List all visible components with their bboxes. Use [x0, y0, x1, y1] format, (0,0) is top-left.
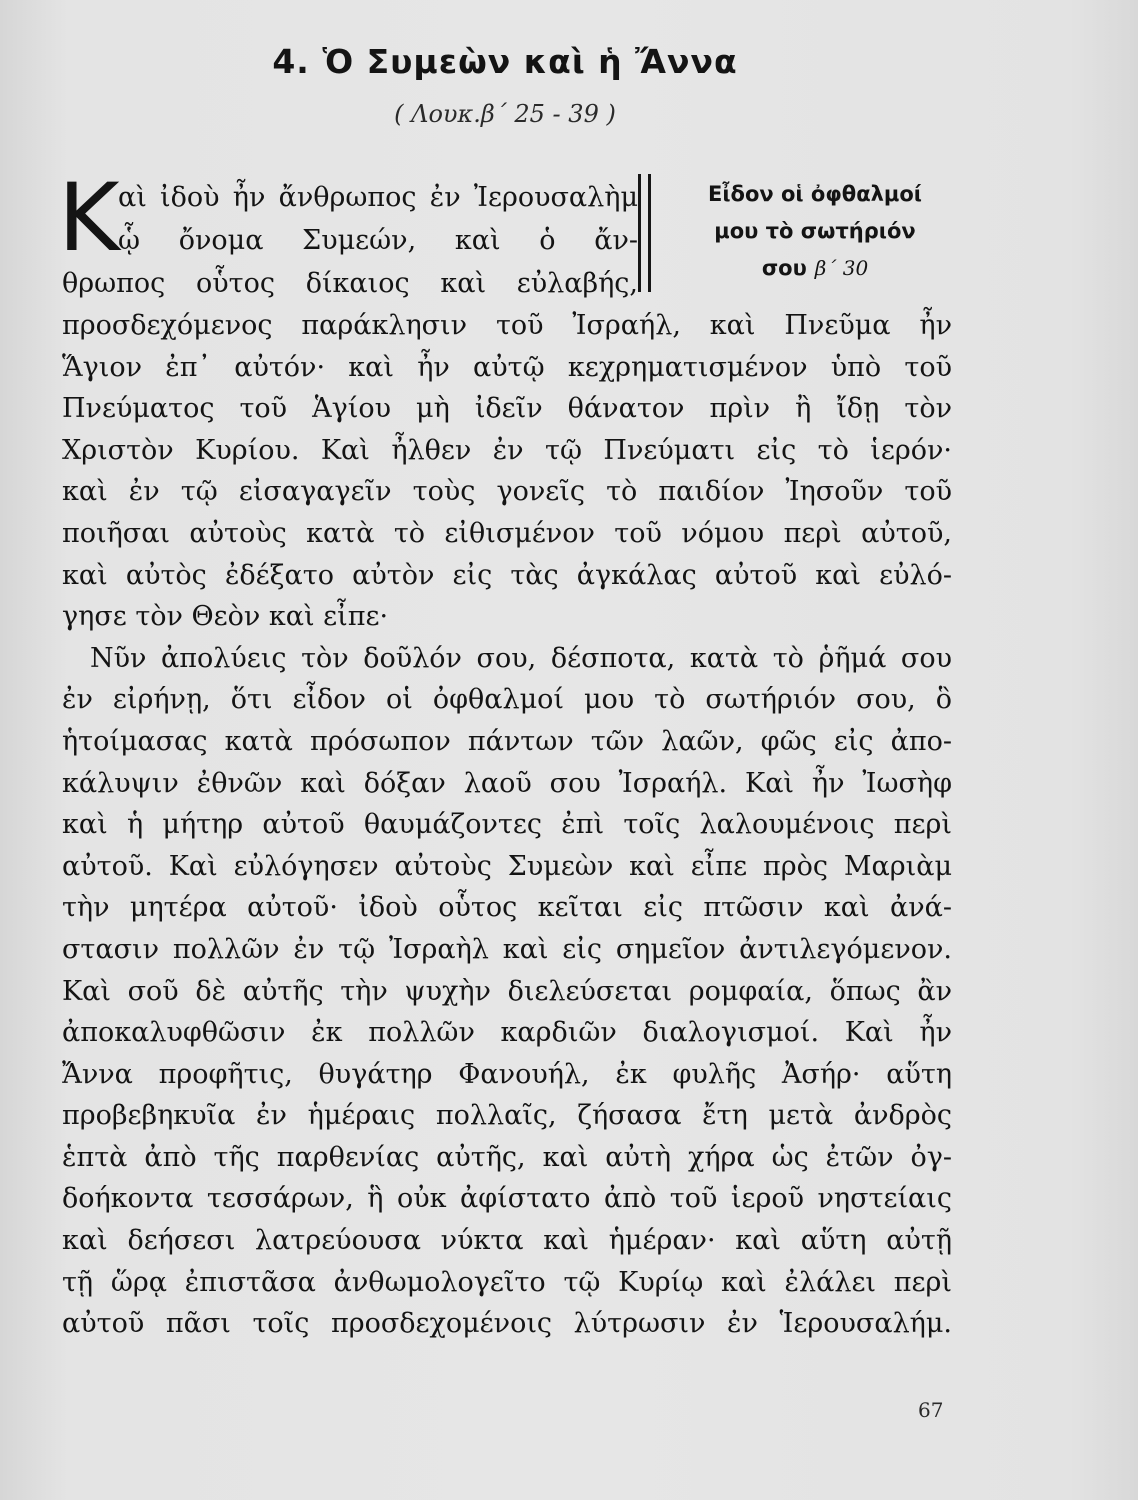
opening-line: αὶ ἰδοὺ ἦν ἄνθρωπος ἐν Ἰερουσαλὴμ	[118, 182, 638, 213]
text-line: κάλυψιν ἐθνῶν καὶ δόξαν λαοῦ σου Ἰσραήλ. Καὶ ἦν Ἰωσὴφ	[62, 767, 952, 799]
text-line: δοήκοντα τεσσάρων, ἣ οὐκ ἀφίστατο ἀπὸ τοῦ ἱεροῦ νηστείαις	[62, 1183, 952, 1215]
text-line: τὴν μητέρα αὐτοῦ· ἰδοὺ οὗτος κεῖται εἰς πτῶσιν καὶ ἀνά-	[62, 892, 952, 924]
text-line: προβεβηκυῖα ἐν ἡμέραις πολλαῖς, ζήσασα ἔτη μετὰ ἀνδρὸς	[62, 1100, 952, 1132]
text-line: ἀποκαλυφθῶσιν ἐκ πολλῶν καρδιῶν διαλογισμοί. Καὶ ἦν	[62, 1017, 952, 1049]
text-line: ἡτοίμασας κατὰ πρόσωπον πάντων τῶν λαῶν, φῶς εἰς ἀπο-	[62, 725, 952, 757]
text-line: καὶ αὐτὸς ἐδέξατο αὐτὸν εἰς τὰς ἀγκάλας αὐτοῦ καὶ εὐλό-	[62, 559, 952, 591]
text-line: Νῦν ἀπολύεις τὸν δοῦλόν σου, δέσποτα, κατὰ τὸ ῥῆμά σου	[90, 642, 952, 674]
text-line: Πνεύματος τοῦ Ἁγίου μὴ ἰδεῖν θάνατον πρὶν ἢ ἴδῃ τὸν	[62, 393, 952, 425]
margin-note-line: μου τὸ σωτήριόν	[714, 219, 916, 243]
text-line: ποιῆσαι αὐτοὺς κατὰ τὸ εἰθισμένον τοῦ νόμου περὶ αὐτοῦ,	[62, 517, 952, 549]
text-line: καὶ ἡ μήτηρ αὐτοῦ θαυμάζοντες ἐπὶ τοῖς λαλουμένοις περὶ	[62, 809, 952, 841]
text-line: γησε τὸν Θεὸν καὶ εἶπε·	[62, 601, 389, 633]
text-line: αὐτοῦ πᾶσι τοῖς προσδεχομένοις λύτρωσιν ἐν Ἱερουσαλήμ.	[62, 1308, 952, 1340]
opening-line: ᾧ ὄνομα Συμεών, καὶ ὁ ἄν-	[118, 225, 638, 256]
text-line: ἐν εἰρήνῃ, ὅτι εἶδον οἱ ὀφθαλμοί μου τὸ σωτήριόν σου, ὃ	[62, 684, 952, 716]
text-line: Καὶ σοῦ δὲ αὐτῆς τὴν ψυχὴν διελεύσεται ρομφαία, ὅπως ἂν	[62, 975, 952, 1007]
text-line: καὶ ἐν τῷ εἰσαγαγεῖν τοὺς γονεῖς τὸ παιδίον Ἰησοῦν τοῦ	[62, 476, 952, 508]
margin-note-ref: β΄ 30	[814, 256, 869, 280]
chapter-title: 4. Ὁ Συμεὼν καὶ ἡ Ἄννα	[272, 42, 738, 81]
page-number: 67	[918, 1398, 944, 1422]
opening-line: θρωπος οὗτος δίκαιος καὶ εὐλαβής,	[62, 268, 638, 299]
scripture-reference: ( Λουκ.β΄ 25 - 39 )	[394, 100, 616, 128]
margin-rule	[638, 174, 641, 292]
margin-note-line: Εἶδον οἱ ὀφθαλμοί	[708, 182, 922, 206]
text-line: Ἄννα προφῆτις, θυγάτηρ Φανουήλ, ἐκ φυλῆς Ἀσήρ· αὕτη	[62, 1058, 952, 1090]
text-line: καὶ δεήσεσι λατρεύουσα νύκτα καὶ ἡμέραν· καὶ αὕτη αὐτῇ	[62, 1225, 952, 1257]
margin-note-line	[670, 250, 960, 287]
text-line: προσδεχόμενος παράκλησιν τοῦ Ἰσραήλ, καὶ Πνεῦμα ἦν	[62, 310, 952, 341]
text-line: τῇ ὥρᾳ ἐπιστᾶσα ἀνθωμολογεῖτο τῷ Κυρίῳ καὶ ἐλάλει περὶ	[62, 1266, 952, 1298]
text-line: ἑπτὰ ἀπὸ τῆς παρθενίας αὐτῆς, καὶ αὐτὴ χήρα ὡς ἐτῶν ὀγ-	[62, 1141, 952, 1173]
margin-rule	[648, 174, 651, 292]
text-line: Ἅγιον ἐπ᾿ αὐτόν· καὶ ἦν αὐτῷ κεχρηματισμένον ὑπὸ τοῦ	[62, 351, 952, 383]
drop-cap: Κ	[58, 164, 120, 273]
margin-note	[670, 176, 960, 287]
text-line: στασιν πολλῶν ἐν τῷ Ἰσραὴλ καὶ εἰς σημεῖον ἀντιλεγόμενον.	[62, 933, 952, 965]
body-text	[62, 305, 952, 1345]
margin-note-word: σου	[761, 256, 807, 280]
opening-lines	[62, 176, 638, 305]
text-line: Χριστὸν Κυρίου. Καὶ ἦλθεν ἐν τῷ Πνεύματι εἰς τὸ ἱερόν·	[62, 434, 952, 466]
text-line: αὐτοῦ. Καὶ εὐλόγησεν αὐτοὺς Συμεὼν καὶ εἶπε πρὸς Μαριὰμ	[62, 850, 952, 882]
